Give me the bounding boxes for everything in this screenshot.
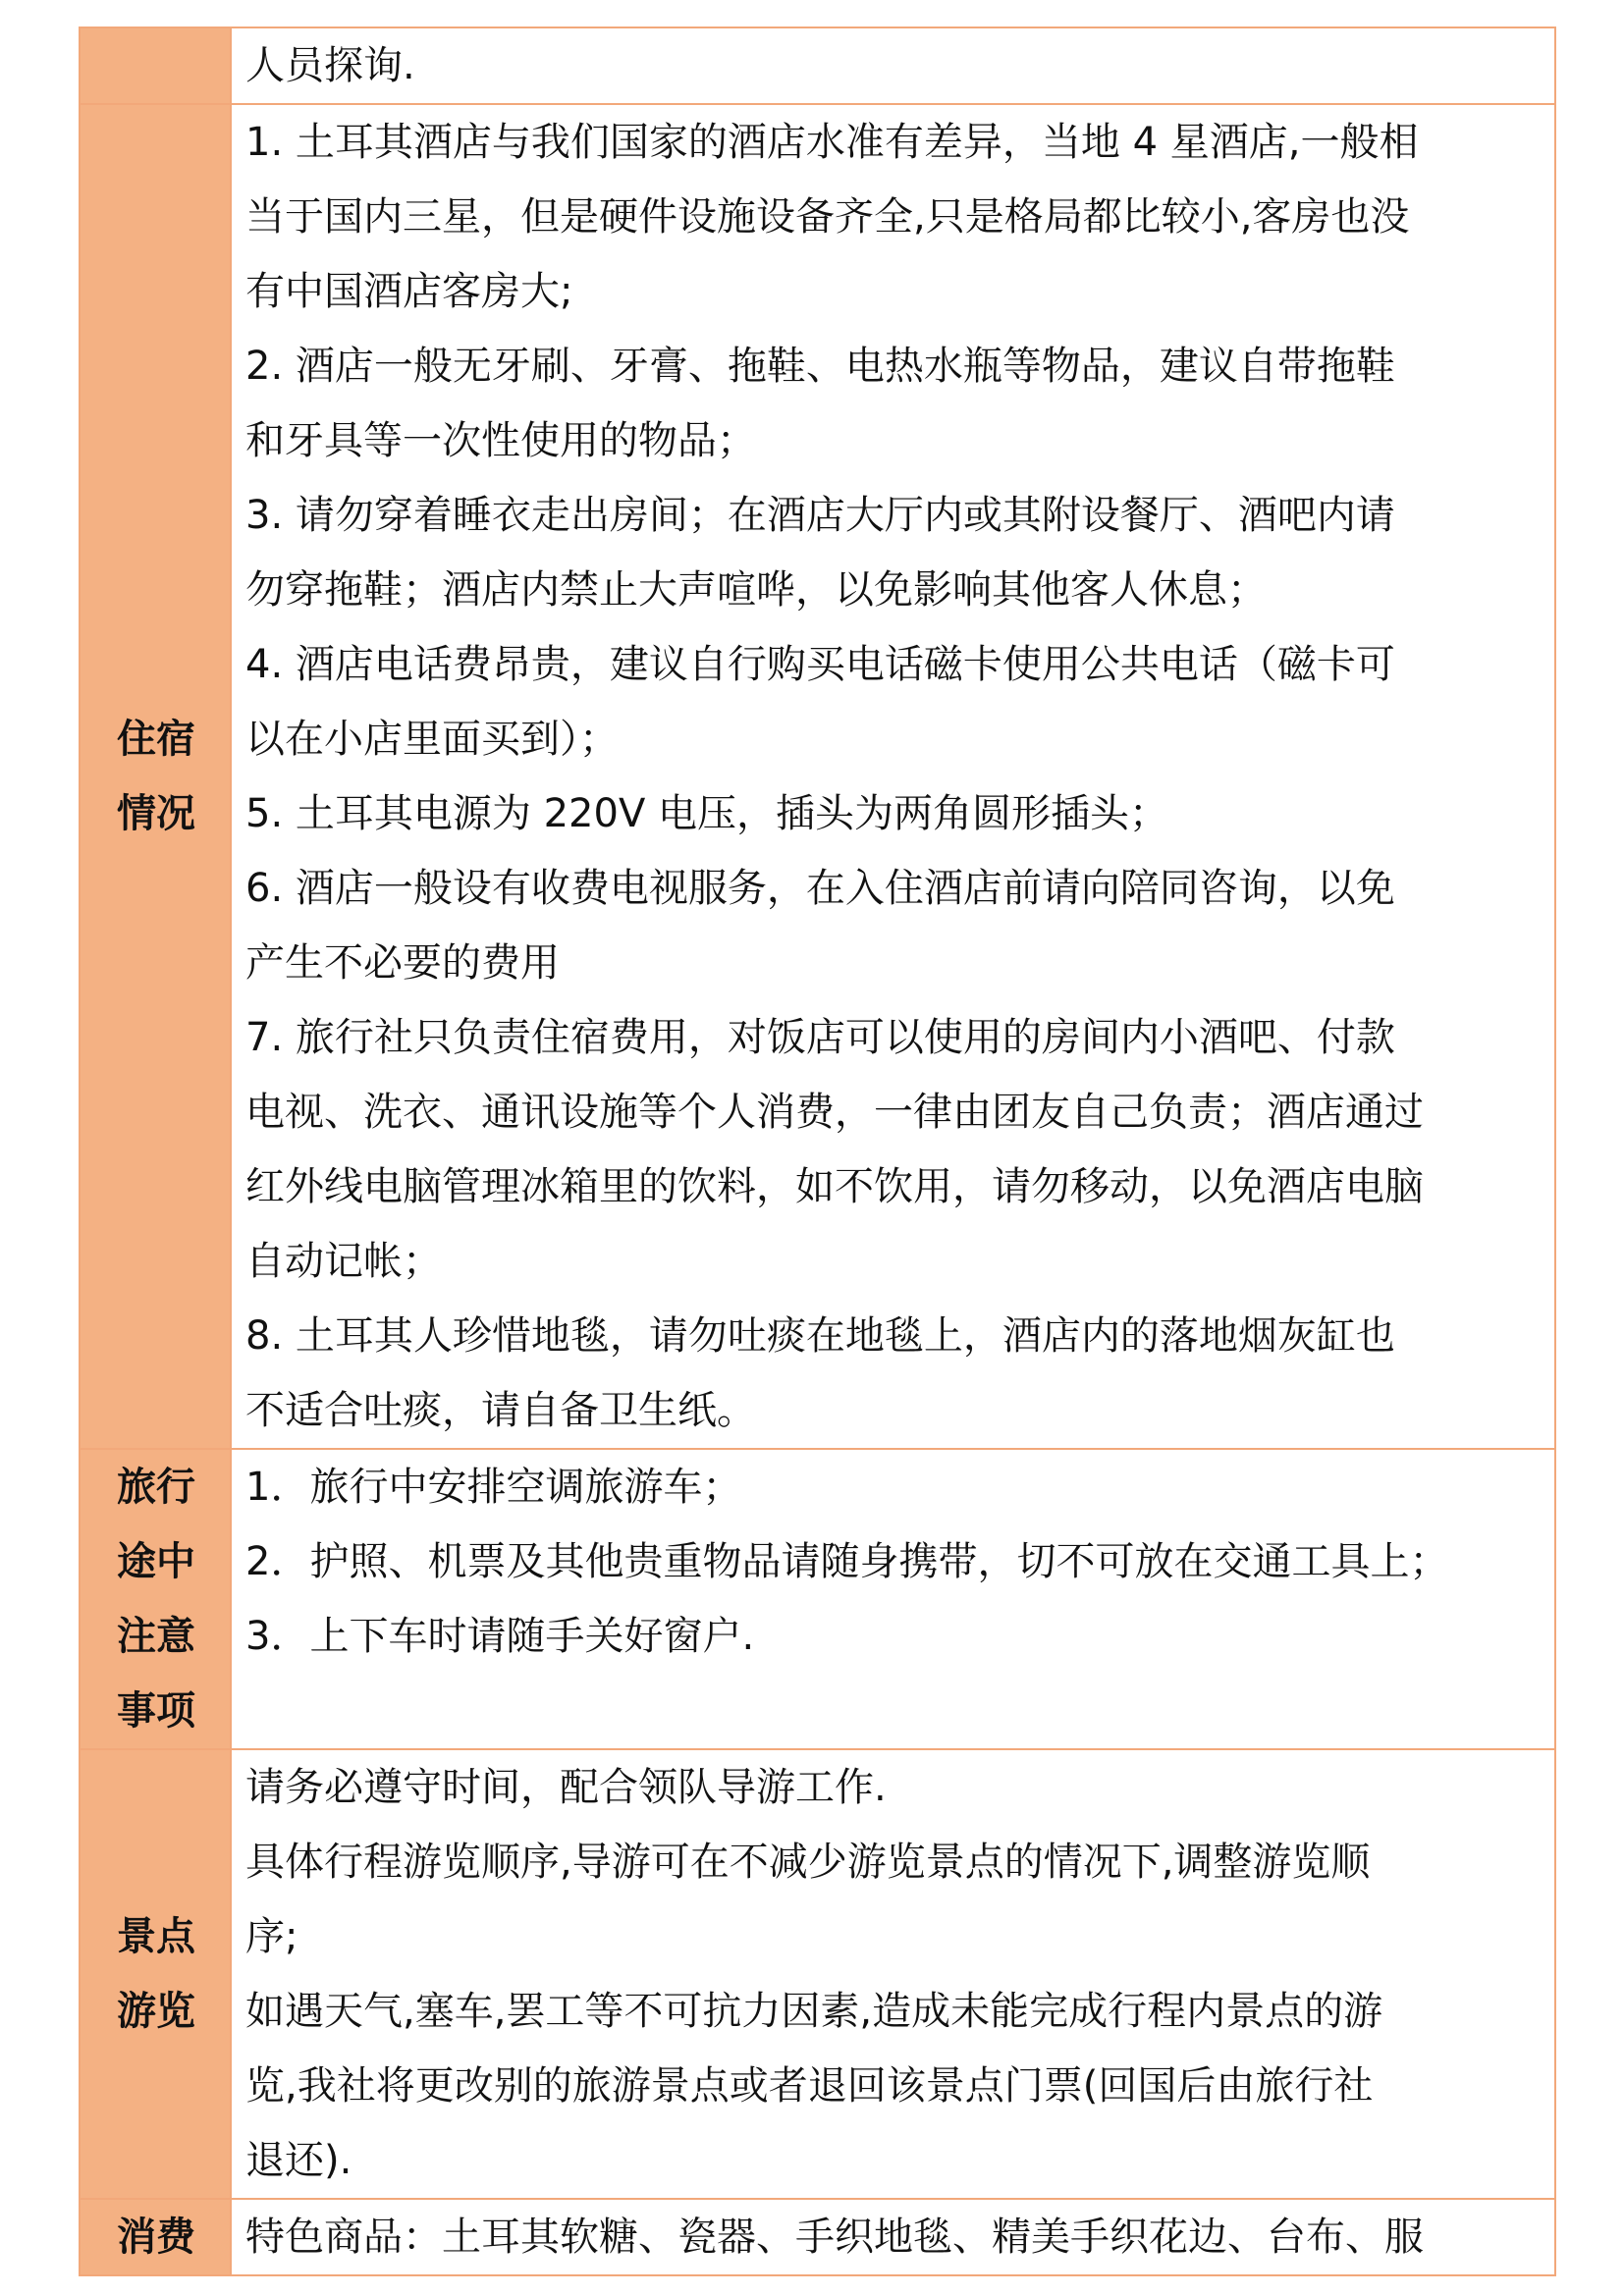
row-label-shopping: 消费 <box>117 2215 195 2260</box>
content-line: 有中国酒店客房大; <box>245 269 573 314</box>
row-content-cell <box>231 104 1555 1449</box>
row-label-cell <box>80 104 231 1449</box>
table-row <box>80 1449 1555 1749</box>
row-label-cell <box>80 27 231 104</box>
row-label-accommodation: 住宿情况 <box>117 717 195 836</box>
content-line: 2．护照、机票及其他贵重物品请随身携带，切不可放在交通工具上； <box>245 1539 1449 1584</box>
content-line: 2. 酒店一般无牙刷、牙膏、拖鞋、电热水瓶等物品，建议自带拖鞋 <box>245 344 1395 389</box>
table-row <box>80 104 1555 1449</box>
row-label-cell <box>80 1449 231 1749</box>
content-line: 6. 酒店一般设有收费电视服务，在入住酒店前请向陪同咨询，以免 <box>245 866 1395 911</box>
content-line: 特色商品：土耳其软糖、瓷器、手织地毯、精美手织花边、台布、服 <box>245 2215 1424 2260</box>
content-line: 自动记帐； <box>245 1239 442 1284</box>
content-line: 7. 旅行社只负责住宿费用，对饭店可以使用的房间内小酒吧、付款 <box>245 1015 1395 1060</box>
content-line: 览,我社将更改别的旅游景点或者退回该景点门票(回国后由旅行社 <box>245 2063 1374 2109</box>
row-content-cell <box>231 27 1555 104</box>
row-label-travel-notes: 旅行途中注意事项 <box>117 1465 195 1734</box>
content-line: 电视、洗衣、通讯设施等个人消费，一律由团友自己负责；酒店通过 <box>245 1090 1424 1135</box>
content-line: 1．旅行中安排空调旅游车； <box>245 1465 742 1510</box>
content-line: 人员探询. <box>245 43 415 88</box>
content-line: 当于国内三星，但是硬件设施设备齐全,只是格局都比较小,客房也没 <box>245 194 1410 240</box>
content-line: 请务必遵守时间，配合领队导游工作. <box>245 1765 887 1810</box>
row-label-cell <box>80 2199 231 2275</box>
content-line: 具体行程游览顺序,导游可在不减少游览景点的情况下,调整游览顺 <box>245 1840 1371 1885</box>
content-line: 8. 土耳其人珍惜地毯，请勿吐痰在地毯上，酒店内的落地烟灰缸也 <box>245 1313 1395 1359</box>
content-line: 4. 酒店电话费昂贵，建议自行购买电话磁卡使用公共电话（磁卡可 <box>245 642 1395 687</box>
row-label-cell <box>80 1749 231 2199</box>
row-label-sightseeing: 景点游览 <box>117 1914 195 2034</box>
content-line: 3. 请勿穿着睡衣走出房间；在酒店大厅内或其附设餐厅、酒吧内请 <box>245 493 1395 538</box>
travel-notice-table <box>79 27 1556 2276</box>
row-content-cell <box>231 1749 1555 2199</box>
content-line: 和牙具等一次性使用的物品； <box>245 418 756 463</box>
content-line: 退还). <box>245 2138 352 2183</box>
content-line: 序; <box>245 1914 298 1959</box>
content-line: 不适合吐痰，请自备卫生纸。 <box>245 1388 756 1433</box>
content-line: 勿穿拖鞋；酒店内禁止大声喧哗，以免影响其他客人休息； <box>245 567 1267 613</box>
table-row <box>80 2199 1555 2275</box>
content-line: 如遇天气,塞车,罢工等不可抗力因素,造成未能完成行程内景点的游 <box>245 1989 1383 2034</box>
content-line: 5. 土耳其电源为 220V 电压，插头为两角圆形插头； <box>245 791 1169 836</box>
table-row <box>80 27 1555 104</box>
content-line: 红外线电脑管理冰箱里的饮料，如不饮用，请勿移动，以免酒店电脑 <box>245 1164 1424 1209</box>
content-line: 3．上下车时请随手关好窗户. <box>245 1614 755 1659</box>
row-content-cell <box>231 2199 1555 2275</box>
content-line: 以在小店里面买到）； <box>245 717 619 762</box>
table-row <box>80 1749 1555 2199</box>
content-line: 产生不必要的费用 <box>245 940 560 986</box>
content-line: 1. 土耳其酒店与我们国家的酒店水准有差异，当地 4 星酒店,一般相 <box>245 120 1419 165</box>
row-content-cell <box>231 1449 1555 1749</box>
